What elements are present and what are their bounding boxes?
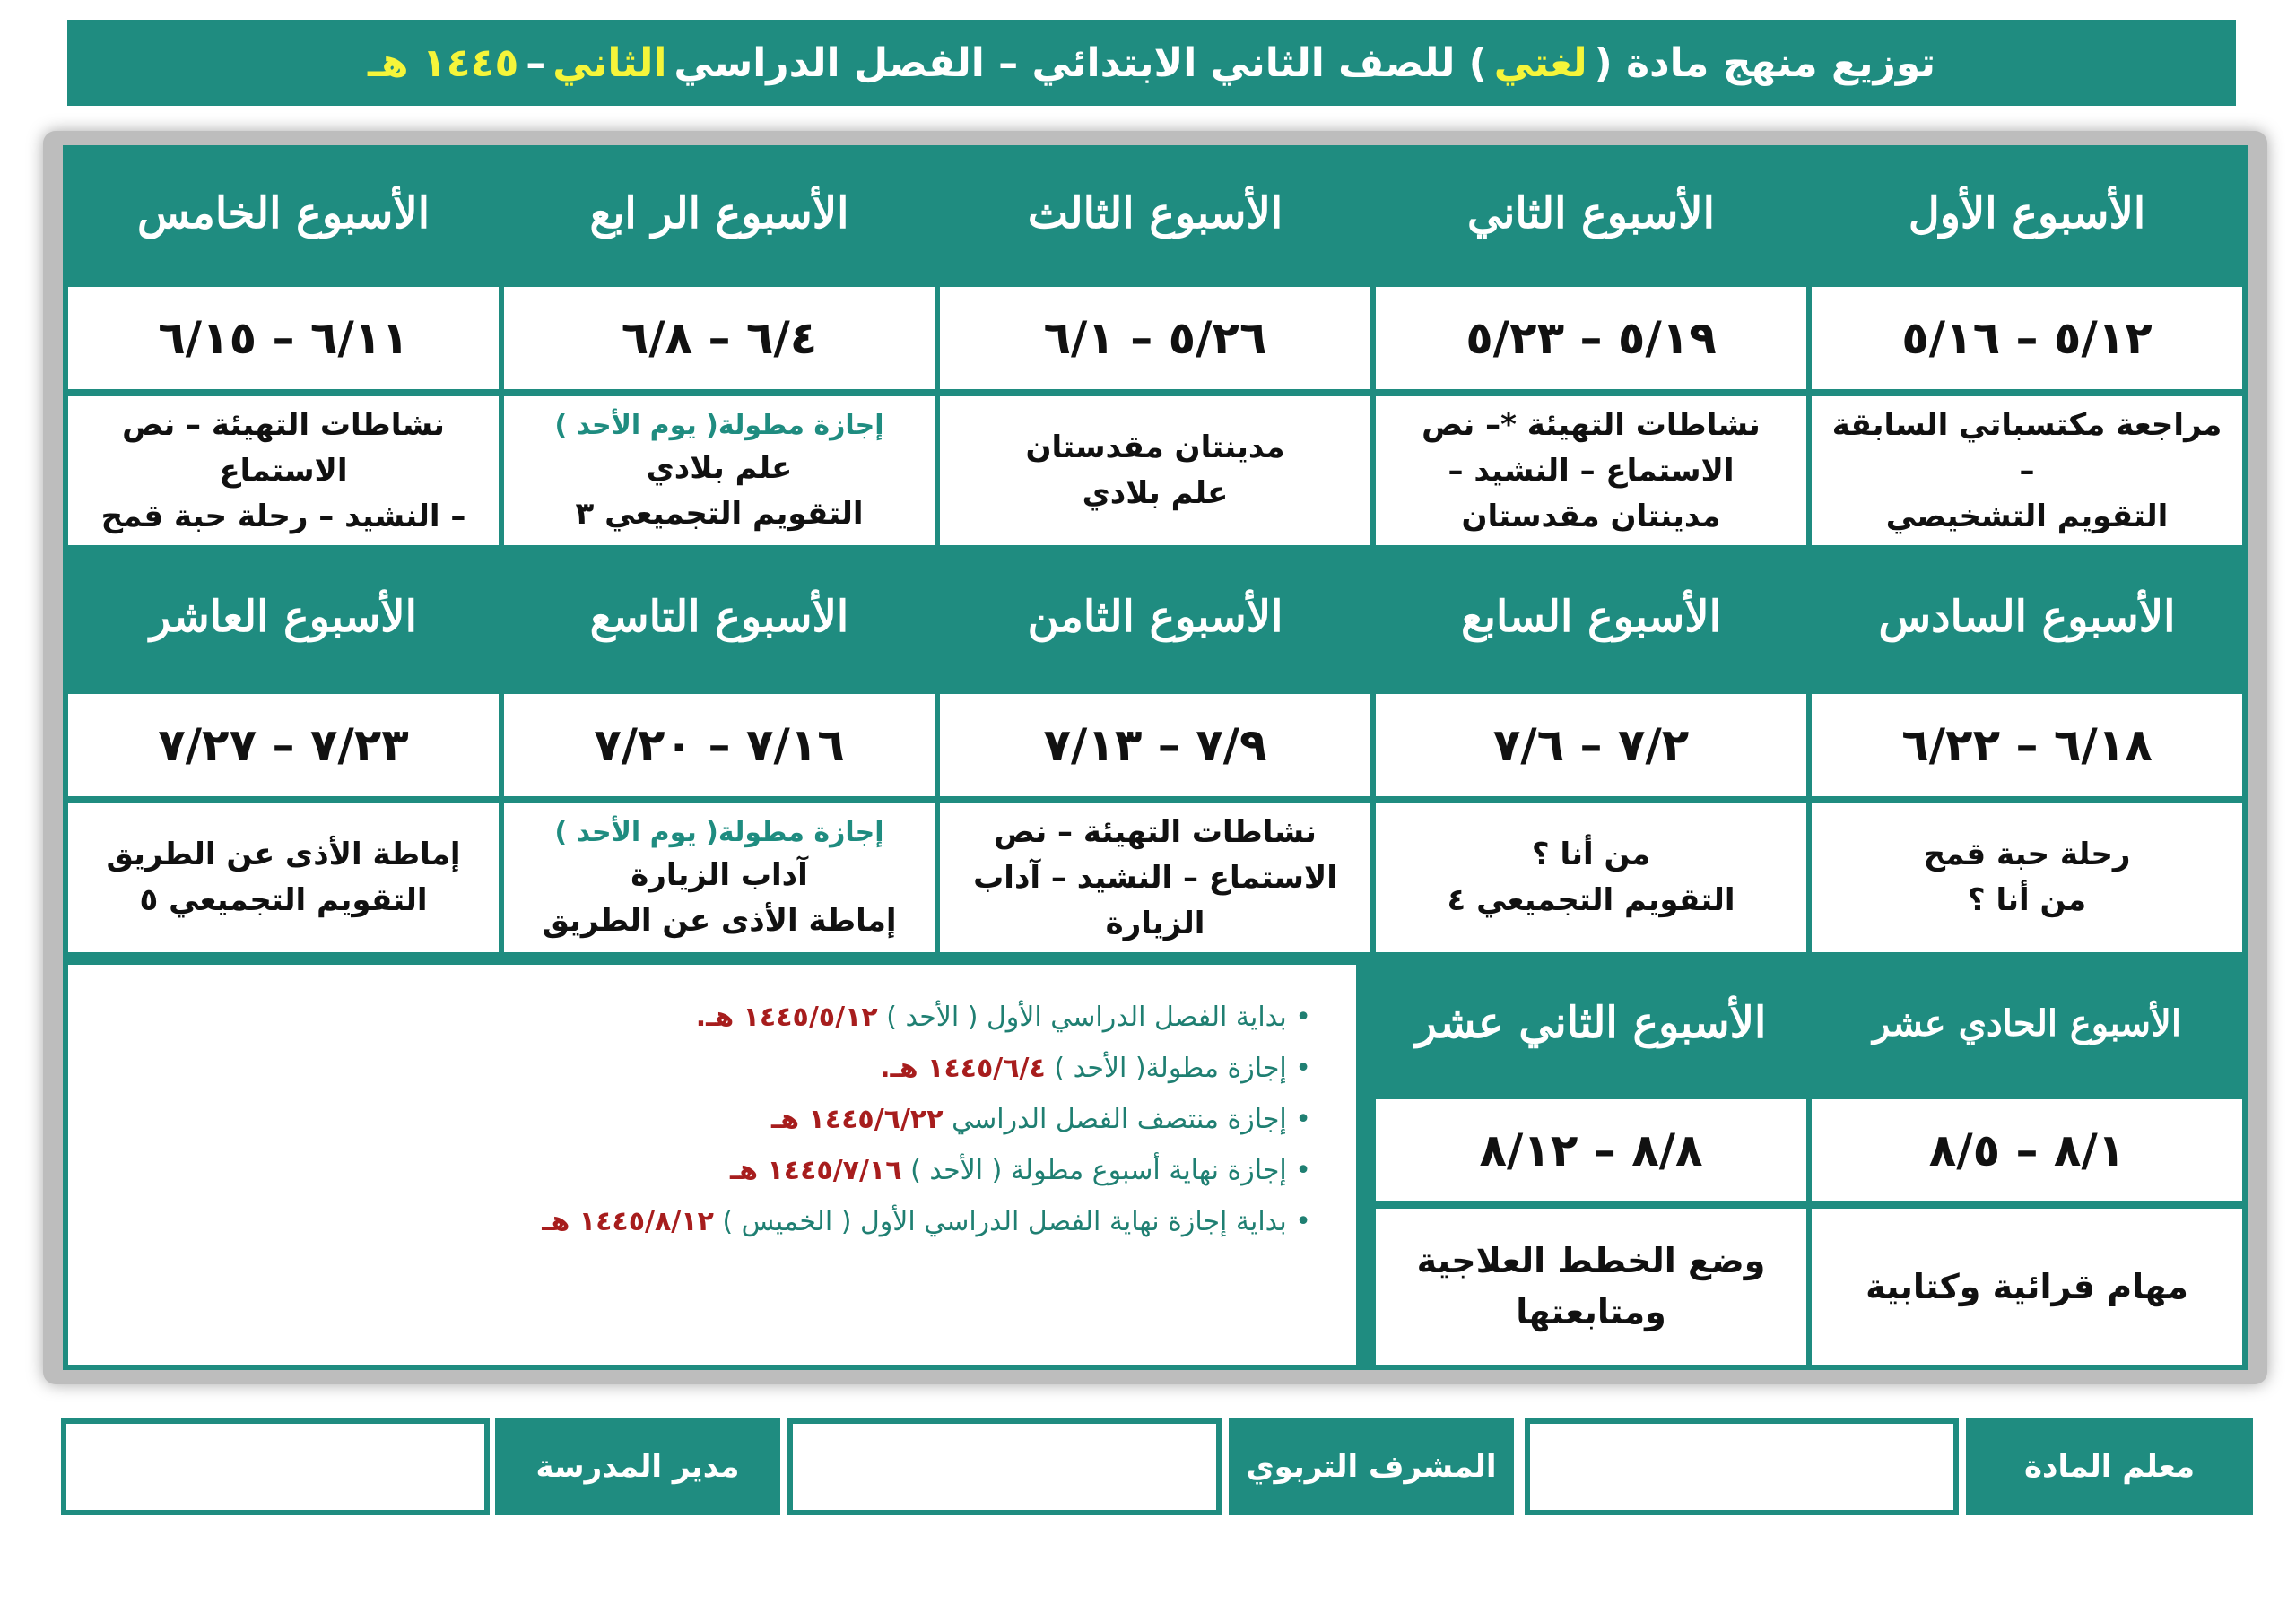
principal-label: مدير المدرسة <box>495 1418 780 1515</box>
week-topic-line: مدينتان مقدستان <box>1025 429 1285 465</box>
week-topic-line: نشاطات التهيئة – نص الاستماع <box>122 406 445 489</box>
week-header: الأسبوع الثاني عشر <box>1376 958 1806 1089</box>
week-dates: ٨/١ – ٨/٥ <box>1812 1099 2242 1201</box>
week-dates: ٦/١١ – ٦/١٥ <box>68 287 499 389</box>
week-dates: ٧/٢ – ٧/٦ <box>1376 694 1806 796</box>
week-topic-line: علم بلادي <box>646 449 793 486</box>
week-topic-line: من أنا ؟ <box>1967 882 2087 918</box>
week-dates: ٨/٨ – ٨/١٢ <box>1376 1099 1806 1201</box>
week-header: الأسبوع الثامن <box>940 551 1370 683</box>
week-topics <box>504 396 935 545</box>
week-header: الأسبوع الثاني <box>1376 151 1806 276</box>
week-dates: ٥/١٢ – ٥/١٦ <box>1812 287 2242 389</box>
teacher-signature-box[interactable] <box>1525 1418 1959 1515</box>
week-topic-line: مراجعة مكتسباتي السابقة – <box>1831 406 2222 489</box>
week-topics <box>1812 396 2242 545</box>
week-topics <box>504 803 935 952</box>
week-topics <box>68 803 499 952</box>
note-item: • بداية إجازة نهاية الفصل الدراسي الأول ( الخميس ) ١٤٤٥/٨/١٢ هـ <box>542 1206 1311 1237</box>
week-note: إجازة مطولة( يوم الأحد ) <box>554 816 884 848</box>
week-topic-line: وضع الخطط العلاجية <box>1416 1241 1766 1280</box>
week-header: الأسبوع الحادي عشر <box>1812 958 2242 1089</box>
week-topic-line: التقويم التجميعي ٥ <box>139 882 428 918</box>
note-item: • إجازة نهاية أسبوع مطولة ( الأحد ) ١٤٤٥/٧/١٦ هـ <box>729 1155 1311 1186</box>
week-topic-line: ومتابعتها <box>1516 1292 1666 1331</box>
week-topic-line: الاستماع – النشيد – آداب <box>973 859 1337 896</box>
week-topics <box>940 396 1370 545</box>
week-dates: ٦/٤ – ٦/٨ <box>504 287 935 389</box>
note-item: • إجازة مطولة( الأحد ) ١٤٤٥/٦/٤ هـ. <box>880 1053 1311 1084</box>
week-header: الأسبوع الأول <box>1812 151 2242 276</box>
week-topics <box>940 803 1370 952</box>
week-header: الأسبوع الخامس <box>68 151 499 276</box>
week-header: الأسبوع الثالث <box>940 151 1370 276</box>
week-topic-line: رحلة حبة قمح <box>1923 837 2131 872</box>
week-dates: ٧/١٦ – ٧/٢٠ <box>504 694 935 796</box>
note-item: • إجازة منتصف الفصل الدراسي ١٤٤٥/٦/٢٢ هـ <box>770 1104 1311 1135</box>
teacher-label: معلم المادة <box>1966 1418 2253 1515</box>
note-item: • بداية الفصل الدراسي الأول ( الأحد ) ١٤٤٥/٥/١٢ هـ. <box>695 1002 1311 1033</box>
week-dates: ٥/١٩ – ٥/٢٣ <box>1376 287 1806 389</box>
principal-signature-box[interactable] <box>61 1418 490 1515</box>
title-part2: ) للصف الثاني الابتدائي – الفصل الدراسي <box>674 39 1487 86</box>
title-subject: لغتي <box>1493 39 1587 86</box>
week-topics <box>1812 1209 2242 1365</box>
week-topic-line: التقويم التجميعي ٤ <box>1447 882 1735 918</box>
week-dates: ٥/٢٦ – ٦/١ <box>940 287 1370 389</box>
week-topic-line: من أنا ؟ <box>1531 837 1651 872</box>
week-dates: ٧/٩ – ٧/١٣ <box>940 694 1370 796</box>
week-dates: ٦/١٨ – ٦/٢٢ <box>1812 694 2242 796</box>
supervisor-signature-box[interactable] <box>787 1418 1222 1515</box>
week-topic-line: – النشيد – رحلة حبة قمح <box>100 498 466 534</box>
week-topic-line: علم بلادي <box>1082 475 1229 511</box>
title-year: ١٤٤٥ هـ <box>368 39 519 86</box>
week-header: الأسبوع السابع <box>1376 551 1806 683</box>
week-topic-line: آداب الزيارة <box>631 856 808 893</box>
notes-panel <box>68 965 1356 1365</box>
title-term: الثاني <box>552 39 667 86</box>
week-topic-line: الاستماع – النشيد – <box>1448 452 1735 489</box>
week-topics <box>1376 803 1806 952</box>
week-topics <box>1376 396 1806 545</box>
week-topic-line: مدينتان مقدستان <box>1461 498 1721 534</box>
title-part1: توزيع منهج مادة ( <box>1594 39 1935 86</box>
week-topic-line: إماطة الأذى عن الطريق <box>542 902 897 939</box>
week-topic-line: نشاطات التهيئة *– نص <box>1422 406 1761 443</box>
week-topics <box>1376 1209 1806 1365</box>
week-topic-line: الزيارة <box>1105 905 1205 941</box>
week-topic-line: إماطة الأذى عن الطريق <box>106 837 461 872</box>
week-topics <box>1812 803 2242 952</box>
supervisor-label: المشرف التربوي <box>1229 1418 1514 1515</box>
week-note: إجازة مطولة( يوم الأحد ) <box>554 409 884 441</box>
week-topic-line: التقويم التجميعي ٣ <box>575 495 864 532</box>
week-topic-line: نشاطات التهيئة – نص <box>994 813 1317 850</box>
week-topic-line: التقويم التشخيصي <box>1885 498 2169 534</box>
page-title <box>67 20 2236 106</box>
week-dates: ٧/٢٣ – ٧/٢٧ <box>68 694 499 796</box>
title-part3: – <box>526 39 546 86</box>
week-header: الأسبوع الر ابع <box>504 151 935 276</box>
week-topic-line: مهام قرائية وكتابية <box>1866 1266 2188 1306</box>
week-header: الأسبوع السادس <box>1812 551 2242 683</box>
week-topics <box>68 396 499 545</box>
week-header: الأسبوع العاشر <box>68 551 499 683</box>
week-header: الأسبوع التاسع <box>504 551 935 683</box>
